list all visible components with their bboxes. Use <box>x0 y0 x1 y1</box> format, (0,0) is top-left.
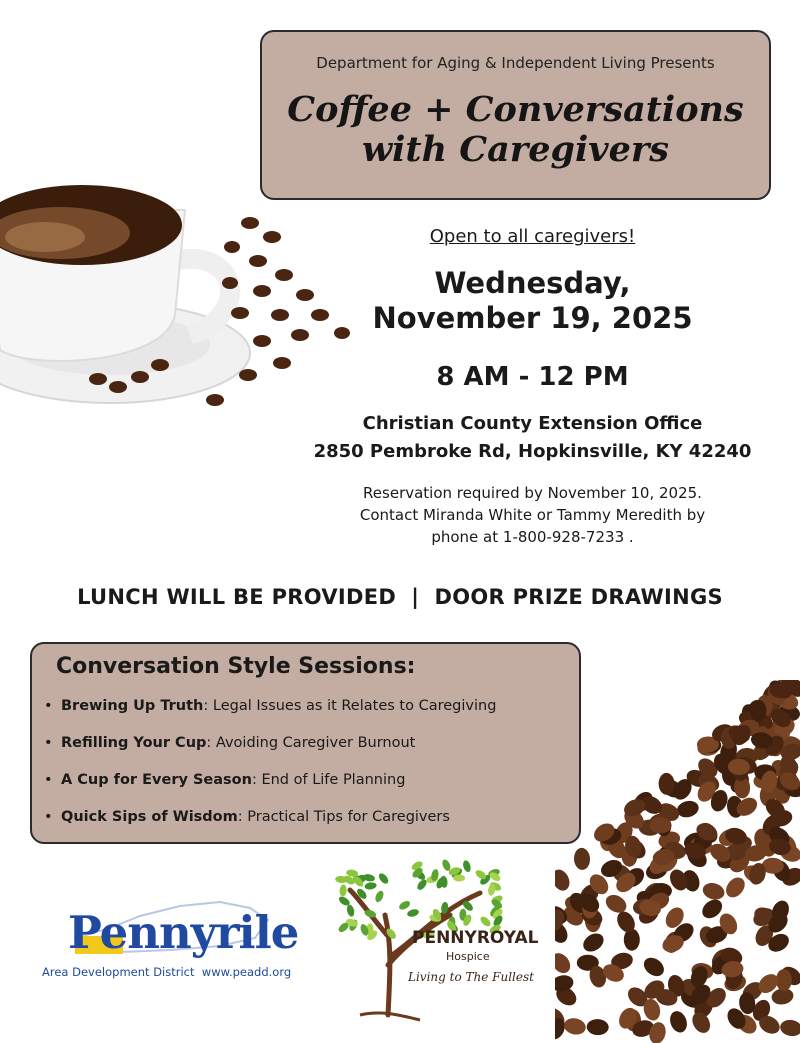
coffee-bean <box>701 881 727 902</box>
coffee-bean <box>573 847 590 870</box>
coffee-bean <box>689 1009 714 1036</box>
tree-leaf <box>479 915 493 928</box>
reservation-info <box>300 482 765 548</box>
tree-leaf <box>346 904 356 917</box>
presenter-line: Department for Aging & Independent Living Presents <box>316 54 715 72</box>
coffee-bean <box>555 950 574 977</box>
session-item <box>44 803 496 840</box>
coffee-bean <box>779 1018 800 1038</box>
tree-leaf <box>406 908 419 918</box>
venue-name: Christian County Extension Office <box>362 413 703 434</box>
tree-leaf <box>364 882 377 891</box>
event-venue <box>300 410 765 466</box>
event-time: 8 AM - 12 PM <box>436 362 629 392</box>
title-line-1: Coffee + Conversations <box>287 89 744 130</box>
sessions-heading: Conversation Style Sessions: <box>56 654 416 679</box>
session-item <box>44 766 496 803</box>
session-desc: : Legal Issues as it Relates to Caregiving <box>203 698 497 714</box>
bullet-icon: • <box>44 698 53 714</box>
coffee-bean <box>667 1009 690 1035</box>
coffee-bean <box>555 867 573 894</box>
session-title: Brewing Up Truth <box>61 698 204 714</box>
tree-leaf <box>377 872 390 886</box>
pennyrile-logo: Pennyrile <box>68 906 299 959</box>
session-item <box>44 692 496 729</box>
pennyroyal-logo: PENNYROYAL <box>412 928 539 948</box>
session-desc: : End of Life Planning <box>251 772 406 788</box>
sessions-panel <box>30 642 581 844</box>
coffee-bean <box>562 1016 587 1036</box>
pennyrile-subtitle: Area Development District www.peadd.org <box>42 965 292 979</box>
pennyroyal-subtitle: Hospice <box>446 950 490 963</box>
reservation-line-1: Reservation required by November 10, 2025. <box>363 484 702 502</box>
coffee-bean <box>675 799 700 820</box>
session-item <box>44 729 496 766</box>
title-line-2: with Caregivers <box>362 129 669 170</box>
session-desc: : Avoiding Caregiver Burnout <box>206 735 416 751</box>
bullet-icon: • <box>44 772 53 788</box>
date-full: November 19, 2025 <box>372 301 693 335</box>
reservation-line-3: phone at 1-800-928-7233 . <box>431 528 634 546</box>
tree-leaf <box>462 859 472 873</box>
session-title: A Cup for Every Season <box>61 772 252 788</box>
audience-note: Open to all caregivers! <box>429 226 636 247</box>
bullet-icon: • <box>44 809 53 825</box>
tree-leaf <box>398 899 412 911</box>
coffee-beans-pile <box>555 680 800 1043</box>
pennyroyal-tagline: Living to The Fullest <box>408 970 534 984</box>
coffee-bean <box>640 954 667 980</box>
coffee-bean <box>722 874 748 901</box>
coffee-bean <box>650 817 672 833</box>
coffee-bean <box>586 1019 609 1036</box>
event-highlights: LUNCH WILL BE PROVIDED | DOOR PRIZE DRAWINGS <box>77 585 723 609</box>
coffee-bean <box>776 969 792 991</box>
bullet-icon: • <box>44 735 53 751</box>
reservation-line-2: Contact Miranda White or Tammy Meredith by <box>359 506 706 524</box>
coffee-bean <box>580 930 607 956</box>
title-banner <box>260 30 771 200</box>
session-title: Quick Sips of Wisdom <box>61 809 238 825</box>
event-date <box>300 266 765 336</box>
tree-leaf <box>374 889 385 903</box>
event-title <box>262 90 769 170</box>
tree-leaf <box>339 884 347 896</box>
venue-address: 2850 Pembroke Rd, Hopkinsville, KY 42240 <box>313 441 752 462</box>
date-weekday: Wednesday, <box>434 266 631 300</box>
session-desc: : Practical Tips for Caregivers <box>237 809 450 825</box>
session-list <box>44 692 496 840</box>
session-title: Refilling Your Cup <box>61 735 207 751</box>
